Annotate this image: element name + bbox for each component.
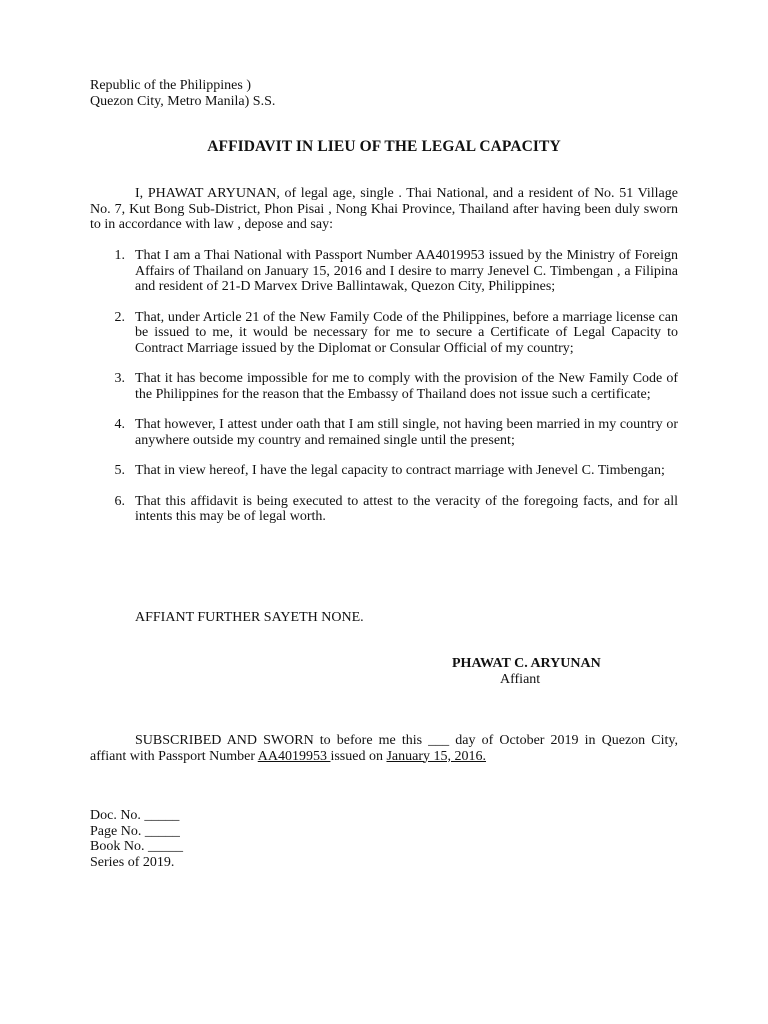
statement-text: That however, I attest under oath that I am still single, not having been married in my country or anywhere outside my country and remained single until the present;: [135, 417, 678, 448]
page-number-line: Page No. _____: [90, 823, 180, 839]
jurat-text: SUBSCRIBED AND SWORN to before me this ___ day of October 2019 in Quezon City, affiant with Passport Number: [90, 733, 678, 764]
doc-number-line: Doc. No. _____: [90, 808, 180, 823]
statement-text: That this affidavit is being executed to attest to the veracity of the foregoing facts, and for all intents this may be of legal worth.: [135, 493, 678, 524]
statement-number: 2.: [114, 309, 125, 325]
jurat-passport-number: AA4019953: [257, 748, 331, 764]
book-number-line: Book No. _____: [90, 839, 183, 854]
affiant-name: PHAWAT C. ARYUNAN: [452, 656, 601, 671]
statement-item: [90, 371, 678, 402]
statement-item: [90, 310, 678, 357]
document-title: AFFIDAVIT IN LIEU OF THE LEGAL CAPACITY: [207, 138, 561, 155]
numbered-statements: [90, 248, 678, 540]
statement-number: 5.: [114, 463, 125, 478]
statement-text: That, under Article 21 of the New Family Code of the Philippines, before a marriage license can be issued to me, it would be necessary for me to secure a Certificate of Legal Capacity to Contract Marriage issued by the Diplomat or Consular Official of my country;: [135, 309, 678, 356]
intro-paragraph: I, PHAWAT ARYUNAN, of legal age, single . Thai National, and a resident of No. 51 Village No. 7, Kut Bong Sub-District, Phon Pisai , Nong Khai Province, Thailand after having been duly sworn to in accordance with law , depose and say:: [90, 186, 678, 232]
statement-text: That I am a Thai National with Passport Number AA4019953 issued by the Ministry of Foreign Affairs of Thailand on January 15, 2016 and I desire to marry Jenevel C. Timbengan , a Filipina and resident of 21-D Marvex Drive Ballintawak, Quezon City, Philippines;: [135, 248, 678, 294]
jurat-issue-date: January 15, 2016.: [386, 748, 487, 764]
notarial-register-block: [90, 808, 183, 870]
venue-block: [90, 78, 275, 109]
statement-text: That it has become impossible for me to comply with the provision of the New Family Code of the Philippines for the reason that the Embassy of Thailand does not issue such a certificate;: [135, 371, 678, 402]
statement-number: 3.: [114, 371, 125, 386]
statement-item: [90, 248, 678, 295]
venue-line-republic: Republic of the Philippines ): [90, 78, 251, 93]
affiant-further-statement: AFFIANT FURTHER SAYETH NONE.: [135, 610, 364, 625]
jurat-paragraph: [90, 733, 678, 764]
jurat-text-issued: issued on: [330, 748, 387, 764]
affiant-label: Affiant: [500, 671, 541, 687]
statement-item: [90, 417, 678, 448]
statement-item: [90, 463, 678, 479]
series-line: Series of 2019.: [90, 854, 175, 870]
venue-line-city: Quezon City, Metro Manila) S.S.: [90, 93, 276, 109]
affiant-signature-block: [452, 656, 642, 687]
statement-text: That in view hereof, I have the legal capacity to contract marriage with Jenevel C. Timbengan;: [135, 463, 665, 478]
statement-number: 6.: [114, 493, 125, 509]
statement-item: [90, 494, 678, 525]
statement-number: 4.: [114, 417, 125, 432]
statement-number: 1.: [114, 248, 125, 263]
